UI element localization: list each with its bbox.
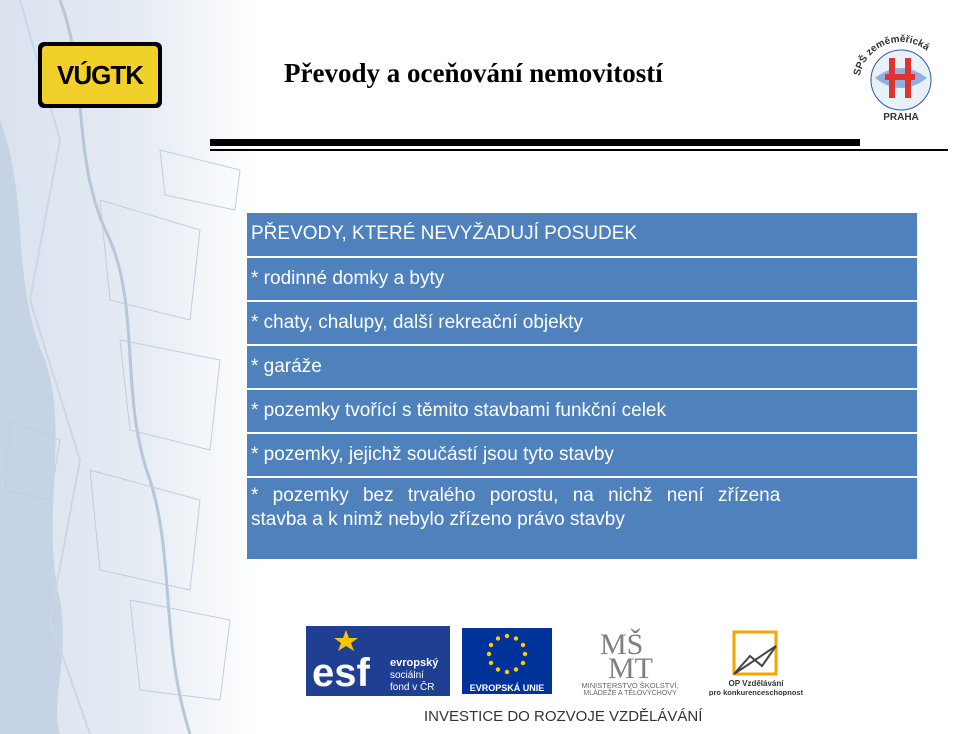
page-title: Převody a oceňování nemovitostí [284, 58, 663, 88]
msmt-line-2: MLÁDEŽE A TĚLOVÝCHOVY [583, 690, 677, 696]
footer-tagline: INVESTICE DO ROZVOJE VZDĚLÁVÁNÍ [424, 708, 703, 725]
sps-arc-text: SPŠ zeměměřická [851, 33, 932, 77]
svg-text:MT: MT [608, 652, 653, 685]
esf-text-1: evropský [390, 657, 439, 669]
title-underline-thick [210, 139, 860, 146]
svg-text:MŠ: MŠ [600, 628, 644, 661]
map-illustration [0, 0, 260, 734]
list-item: * garáže [247, 346, 917, 388]
msmt-line-1: MINISTERSTVO ŠKOLSTVÍ, [581, 681, 679, 690]
list-item: * pozemky tvořící s těmito stavbami funkční celek [247, 390, 917, 432]
msmt-logo [560, 626, 700, 696]
esf-text-2: sociální [390, 670, 424, 681]
footer-logos [306, 626, 806, 696]
list-item-line-1: * pozemky bez trvalého porostu, na nichž není zřízena [251, 485, 781, 506]
list-item-line-2: stavba a k nimž nebylo zřízeno právo stavby [251, 509, 625, 530]
list-item: * rodinné domky a byty [247, 258, 917, 300]
sps-zememericka-logo [845, 28, 957, 124]
op-vk-logo [706, 626, 806, 696]
map-background [0, 0, 260, 734]
list-item-multiline [247, 478, 917, 559]
list-item: * chaty, chalupy, další rekreační objekty [247, 302, 917, 344]
eu-label: EVROPSKÁ UNIE [469, 683, 545, 693]
vugtk-logo [38, 42, 162, 108]
esf-text-3: fond v ČR [390, 682, 435, 693]
panel-heading: PŘEVODY, KTERÉ NEVYŽADUJÍ POSUDEK [247, 213, 917, 256]
eu-flag-logo [462, 628, 552, 694]
title-underline-thin [210, 149, 948, 151]
sps-bottom-text: PRAHA [883, 112, 919, 123]
esf-logo [306, 626, 450, 696]
vugtk-logo-text: VÚGTK [42, 46, 158, 104]
svg-text:esf: esf [312, 651, 370, 695]
op-line-1: OP Vzdělávání [728, 679, 784, 688]
list-item: * pozemky, jejichž součástí jsou tyto stavby [247, 434, 917, 476]
op-line-2: pro konkurenceschopnost [708, 688, 804, 696]
content-panel [247, 213, 917, 559]
